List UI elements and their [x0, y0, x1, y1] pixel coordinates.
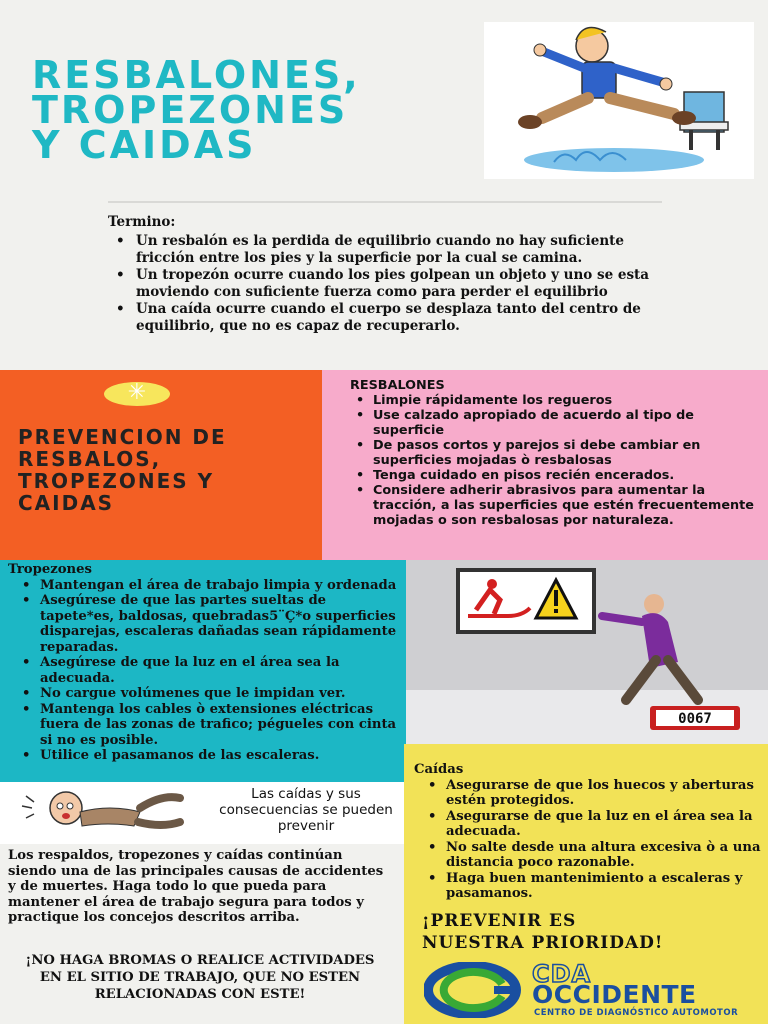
logo-tagline: CENTRO DE DIAGNÓSTICO AUTOMOTOR	[534, 1008, 739, 1018]
list-item: • Tenga cuidado en pisos recién encerados.	[350, 468, 765, 483]
slogan-line-1: ¡PREVENIR ES	[422, 911, 577, 931]
logo-mark-icon	[424, 962, 524, 1018]
list-item: • Haga buen mantenimiento a escaleras y pasamanos.	[414, 871, 764, 902]
list-item: • Una caída ocurre cuando el cuerpo se desplaza tanto del centro de equilibrio, que no es capaz de recuperarlo.	[108, 301, 668, 335]
slogan-line-2: NUESTRA PRIORIDAD!	[422, 933, 664, 953]
list-item: • Asegúrese de que las partes sueltas de tapete*es, baldosas, quebradas5¨Ç*o superficies disparejas, escaleras dañadas sean rápidamente reparadas.	[8, 593, 404, 655]
page-title	[32, 53, 482, 167]
sparkle-icon: ✳	[104, 382, 170, 406]
list-item: • Considere adherir abrasivos para aumentar la tracción, a las superficies que estén frecuentemente mojadas o son resbalosas por naturaleza.	[350, 483, 765, 528]
list-item: • No salte desde una altura excesiva ò a una distancia poco razonable.	[414, 840, 764, 871]
resbalones-heading: RESBALONES	[350, 378, 445, 393]
list-item: • Mantenga los cables ò extensiones eléctricas fuera de las zonas de trafico; pégueles con cinta si no es posible.	[8, 702, 404, 749]
counter-display: 0067	[678, 711, 712, 727]
tropezones-section	[8, 562, 404, 764]
list-item: • Asegurarse de que los huecos y aberturas estén protegidos.	[414, 778, 764, 809]
company-logo	[424, 962, 754, 1018]
hazard-sign-photo	[406, 560, 768, 744]
closing-paragraph: Los respaldos, tropezones y caídas continúan siendo una de las principales causas de accidentes y de muertes. Haga todo lo que pueda para mantener el área de trabajo segura para todos y practique los concejos descritos arriba.	[8, 848, 384, 925]
cartoon-caption: Las caídas y sus consecuencias se pueden prevenir	[219, 786, 393, 834]
logo-brand-cda: CDA	[532, 960, 592, 988]
tropezones-heading: Tropezones	[8, 562, 92, 577]
logo-brand-occidente: OCCIDENTE	[532, 980, 697, 1009]
list-item: • Asegurarse de que la luz en el área sea la adecuada.	[414, 809, 764, 840]
list-item: • Asegúrese de que la luz en el área sea la adecuada.	[8, 655, 404, 686]
slogan	[422, 910, 762, 954]
list-item: • Use calzado apropiado de acuerdo al tipo de superficie	[350, 408, 765, 438]
caidas-heading: Caídas	[414, 762, 464, 777]
list-item: • Un tropezón ocurre cuando los pies golpean un objeto y uno se esta moviendo con suficiente fuerza como para perder el equilibrio	[108, 267, 668, 301]
divider	[108, 201, 662, 203]
title-line-3: Y CAIDAS	[32, 123, 257, 167]
termino-section	[108, 214, 668, 335]
slipping-man-illustration	[484, 22, 754, 179]
list-item: • No cargue volúmenes que le impidan ver.	[8, 686, 404, 702]
title-line-1: RESBALONES,	[32, 53, 361, 97]
caidas-section	[414, 762, 764, 902]
list-item: • Utilice el pasamanos de las escaleras.	[8, 748, 404, 764]
prevencion-title: PREVENCION DE RESBALOS, TROPEZONES Y CAIDAS	[18, 425, 227, 515]
title-line-2: TROPEZONES	[32, 88, 349, 132]
warning-notice: ¡NO HAGA BROMAS O REALICE ACTIVIDADES EN EL SITIO DE TRABAJO, QUE NO ESTEN RELACIONADAS CON ESTE!	[25, 953, 375, 1002]
termino-label: Termino:	[108, 214, 176, 230]
list-item: • Limpie rápidamente los regueros	[350, 393, 765, 408]
list-item: • Un resbalón es la perdida de equilibrio cuando no hay suficiente fricción entre los pies y la superficie por la cual se camina.	[108, 233, 668, 267]
resbalones-section	[350, 378, 765, 528]
list-item: • Mantengan el área de trabajo limpia y ordenada	[8, 578, 404, 594]
list-item: • De pasos cortos y parejos si debe cambiar en superficies mojadas ò resbalosas	[350, 438, 765, 468]
